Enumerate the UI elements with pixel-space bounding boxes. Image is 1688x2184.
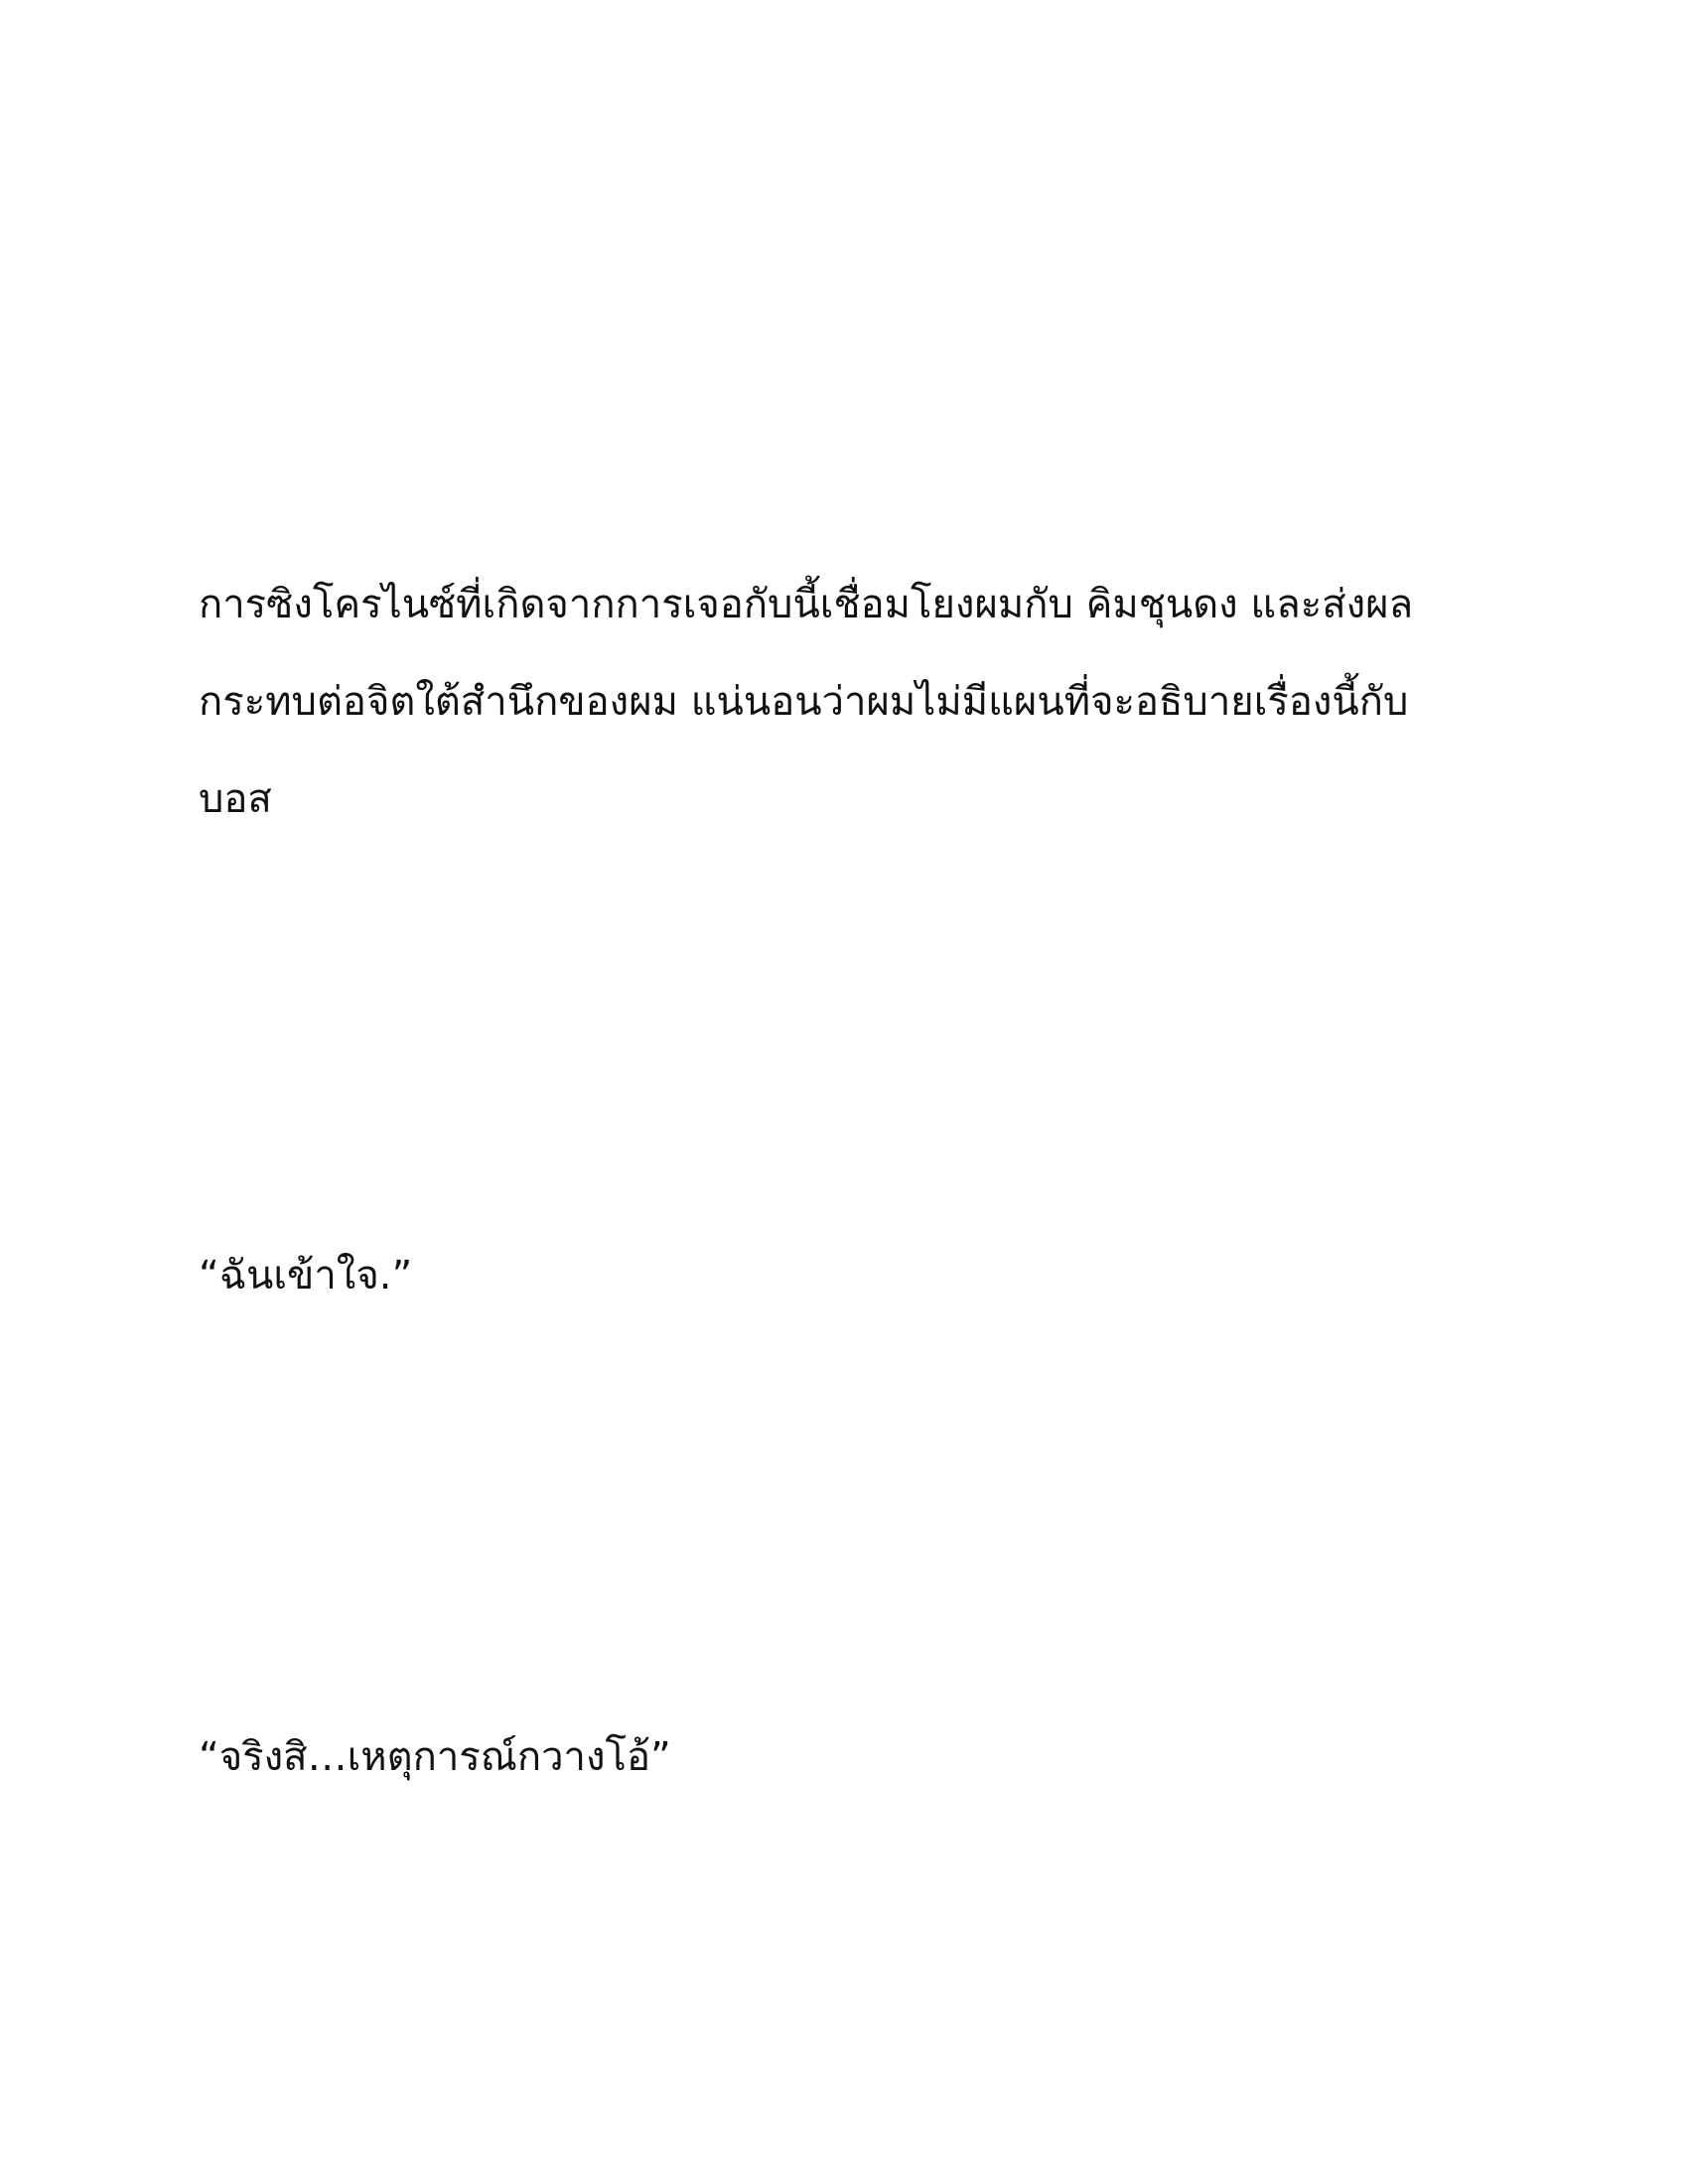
- dialogue-paragraph: [199, 1227, 412, 1324]
- text-line: บอส: [199, 776, 272, 822]
- narration-paragraph: [199, 556, 1413, 848]
- text-line: “ฉันเข้าใจ.”: [199, 1253, 413, 1298]
- text-line: การซิงโครไนซ์ที่เกิดจากการเจอกับนี้เชื่อมโยงผมกับ คิมชุนดง และส่งผล: [199, 582, 1414, 627]
- text-line: กระทบต่อจิตใต้สำนึกของผม แน่นอนว่าผมไม่มีแผนที่จะอธิบายเรื่องนี้กับ: [199, 679, 1409, 725]
- dialogue-paragraph: [199, 1708, 671, 1806]
- text-line: “จริงสิ…เหตุการณ์กวางโอ้”: [199, 1734, 671, 1780]
